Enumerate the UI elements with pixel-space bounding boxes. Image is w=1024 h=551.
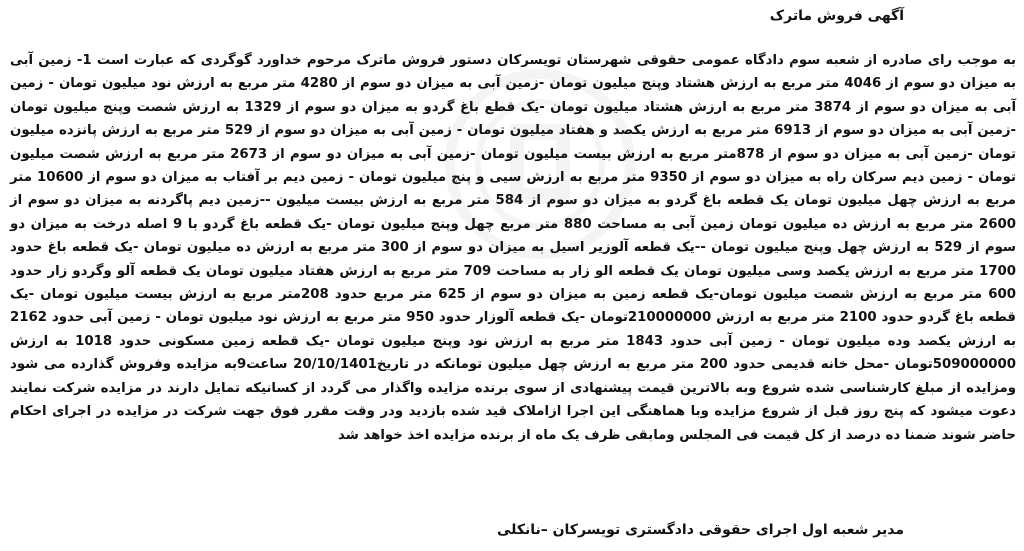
notice-body: به موجب رای صادره از شعبه سوم دادگاه عمومی حقوقی شهرستان تویسرکان دستور فروش ماترک مرحوم خداورد گوگردی که عبارت است 1- زمین آبی به میزان دو سوم از 4046 متر مربع به ارزش هشتاد وپنج میلیون تومان -زمین آبی به میزان دو سوم از 4280 متر مربع به ارزش نود میلیون تومان - زمین آبی به میزان دو سوم از 3874 متر مربع به ارزش هشتاد میلیون تومان -یک قطع باغ گردو به میزان دو سوم از 1329 به ارزش شصت وپنج میلیون تومان -زمین آبی به میزان دو سوم از 6913 متر مربع به ارزش یکصد و هفتاد میلیون تومان - زمین آبی به میزان دو سوم از 529 متر مربع به ارزش پانزده میلیون تومان -زمین آبی به میزان دو سوم از 878متر مربع به ارزش بیست میلیون تومان -زمین آبی به میزان دو سوم از 2673 متر مربع به ارزش شصت میلیون تومان - زمین دیم سرکان راه به میزان دو سوم از 9350 متر مربع به ارزش سیی و پنج میلیون تومان - زمین دیم بر آفتاب به میزان دو سوم از 10600 متر مربع به ارزش چهل میلیون تومان یک قطعه باغ گردو به میزان دو سوم از 584 متر مربع به ارزش بیست میلیون --زمین دیم پاگردنه به میزان دو سوم از 2600 متر مربع به ارزش ده میلیون تومان زمین آبی به مساحت 880 متر مربع چهل وپنج میلیون تومان -یک قطعه باغ گردو با 9 اصله درخت به میزان دو سوم از 529 به ارزش چهل وپنج میلیون تومان --یک قطعه آلوزیر اسیل به میزان دو سوم از 300 متر مربع به ارزش ده میلیون تومان -یک قطعه باغ حدود 1700 متر مربع به ارزش یکصد وسی میلیون تومان یک قطعه الو زار به مساحت 709 متر مربع به ارزش هفتاد میلیون تومان یک قطعه آلو وگردو زار حدود 600 متر مربع به ارزش شصت میلیون تومان-یک قطعه زمین به میزان دو سوم از 625 متر مربع حدود 208متر مربع به ارزش بیست میلیون تومان -یک قطعه باغ گردو حدود 2100 متر مربع به ارزش 210000000تومان -یک قطعه آلوزار حدود 950 متر مربع به ارزش نود میلیون تومان - زمین آبی حدود 2162 به ارزش یکصد وده میلیون تومان - زمین آبی حدود 1843 متر مربع به ارزش نود وپنج میلیون تومان -یک قطعه زمین مسکونی حدود 1018 به ارزش 509000000تومان -محل خانه قدیمی حدود 200 متر مربع به ارزش چهل میلیون تومانکه در تاریخ20/10/1401 ساعت9به مزایده وفروش گذارده می شود ومزایده از مبلغ کارشناسی شده شروع وبه بالاترین قیمت پیشنهادی از سوی برنده مزایده واگذار می گردد از کسانیکه تمایل دارند در مزایده شرکت نمایند دعوت میشود که پنج روز قبل از شروع مزایده وبا هماهنگی این اجرا ازاملاک قید شده بازدید ودر وقت مقرر فوق جهت شرکت در مزایده در اجرای احکام حاضر شوند ضمنا ده درصد از کل قیمت فی المجلس ومابقی ظرف یک ماه از برنده مزایده اخذ خواهد شد — [10, 53, 1017, 443]
notice-signature: مدیر شعبه اول اجرای حقوقی دادگستری تویسرکان –نانکلی — [496, 522, 904, 538]
notice-title: آگهی فروش ماترک — [769, 8, 904, 24]
